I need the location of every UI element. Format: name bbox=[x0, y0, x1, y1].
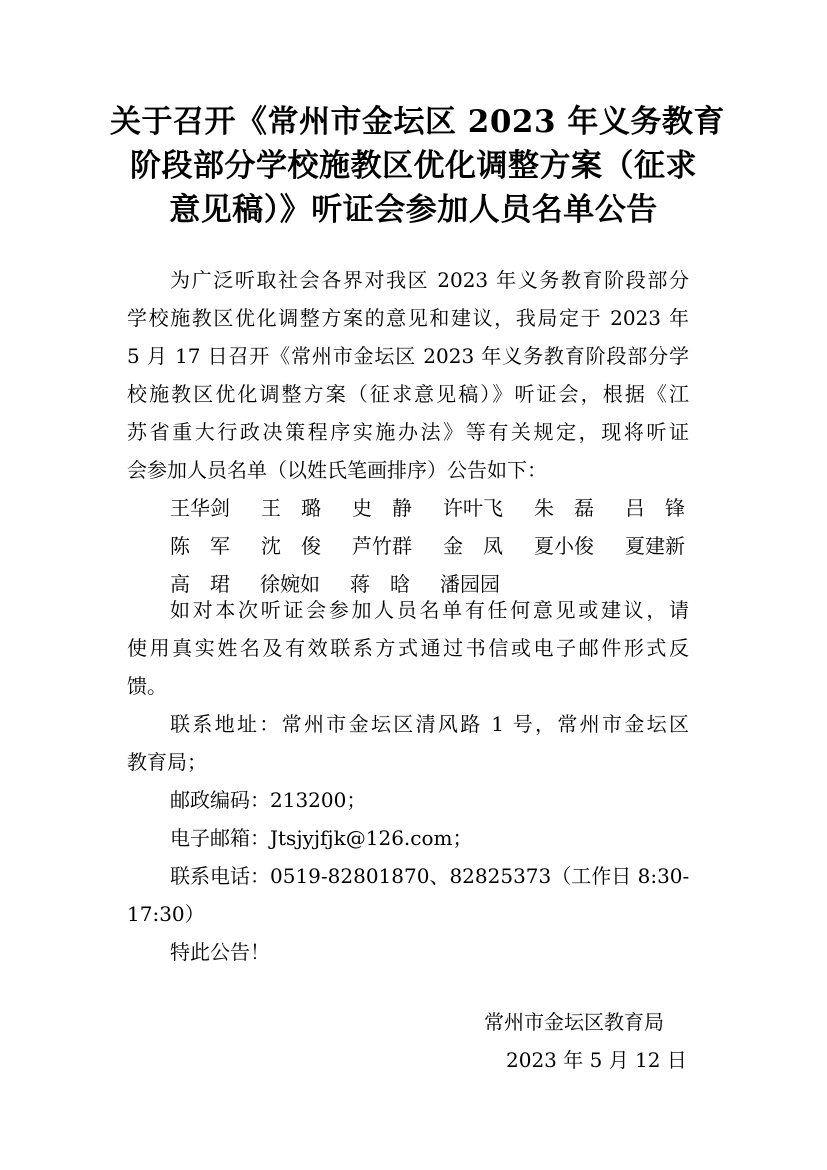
contact-postcode: 邮政编码：213200； bbox=[170, 788, 367, 812]
participant-name: 徐婉如 bbox=[260, 572, 320, 596]
participant-name: 蒋 晗 bbox=[350, 572, 410, 596]
participant-name: 夏小俊 bbox=[534, 534, 594, 558]
intro-line-3: 5 月 17 日召开《常州市金坛区 2023 年义务教育阶段部分学 bbox=[127, 344, 689, 368]
contact-phone-line-2: 17:30） bbox=[127, 902, 205, 926]
names-row-1 bbox=[170, 494, 685, 522]
participant-name: 夏建新 bbox=[625, 534, 685, 558]
participant-name: 许叶飞 bbox=[443, 496, 503, 520]
participant-name: 王 璐 bbox=[261, 496, 321, 520]
intro-line-6: 会参加人员名单（以姓氏笔画排序）公告如下： bbox=[127, 458, 547, 482]
participant-names bbox=[170, 494, 685, 598]
participant-name: 芦竹群 bbox=[352, 534, 412, 558]
title-line-3: 意见稿）》听证会参加人员名单公告 bbox=[169, 192, 658, 228]
feedback-line-1: 如对本次听证会参加人员名单有任何意见或建议，请 bbox=[170, 598, 689, 622]
contact-phone-line-1: 联系电话：0519-82801870、82825373（工作日 8:30- bbox=[170, 864, 690, 888]
participant-name: 高 珺 bbox=[170, 572, 230, 596]
names-row-3 bbox=[170, 570, 685, 598]
participant-name: 沈 俊 bbox=[261, 534, 321, 558]
intro-line-2: 学校施教区优化调整方案的意见和建议，我局定于 2023 年 bbox=[127, 306, 689, 330]
participant-name: 吕 锋 bbox=[625, 496, 685, 520]
feedback-line-3: 馈。 bbox=[127, 674, 167, 698]
contact-address-line-2: 教育局； bbox=[127, 750, 207, 774]
feedback-line-2: 使用真实姓名及有效联系方式通过书信或电子邮件形式反 bbox=[127, 636, 689, 660]
intro-line-1: 为广泛听取社会各界对我区 2023 年义务教育阶段部分 bbox=[170, 268, 689, 292]
contact-address-line-1: 联系地址：常州市金坛区清风路 1 号，常州市金坛区 bbox=[170, 712, 689, 736]
participant-name: 金 凤 bbox=[443, 534, 503, 558]
intro-line-5: 苏省重大行政决策程序实施办法》等有关规定，现将听证 bbox=[127, 420, 689, 444]
intro-line-4: 校施教区优化调整方案（征求意见稿）》听证会，根据《江 bbox=[127, 382, 689, 406]
signature-org: 常州市金坛区教育局 bbox=[484, 1010, 664, 1034]
contact-email: 电子邮箱：Jtsjyjfjk@126.com； bbox=[170, 826, 473, 850]
names-row-2 bbox=[170, 532, 685, 560]
participant-name: 王华剑 bbox=[170, 496, 230, 520]
closing-text: 特此公告！ bbox=[170, 940, 270, 964]
participant-name: 陈 军 bbox=[170, 534, 230, 558]
signature-date: 2023 年 5 月 12 日 bbox=[506, 1048, 687, 1072]
participant-name: 朱 磊 bbox=[534, 496, 594, 520]
participant-name: 潘园园 bbox=[440, 572, 500, 596]
document-title bbox=[110, 100, 725, 232]
title-line-2: 阶段部分学校施教区优化调整方案（征求 bbox=[130, 148, 697, 184]
title-line-1: 关于召开《常州市金坛区 2023 年义务教育 bbox=[110, 104, 725, 140]
participant-name: 史 静 bbox=[352, 496, 412, 520]
